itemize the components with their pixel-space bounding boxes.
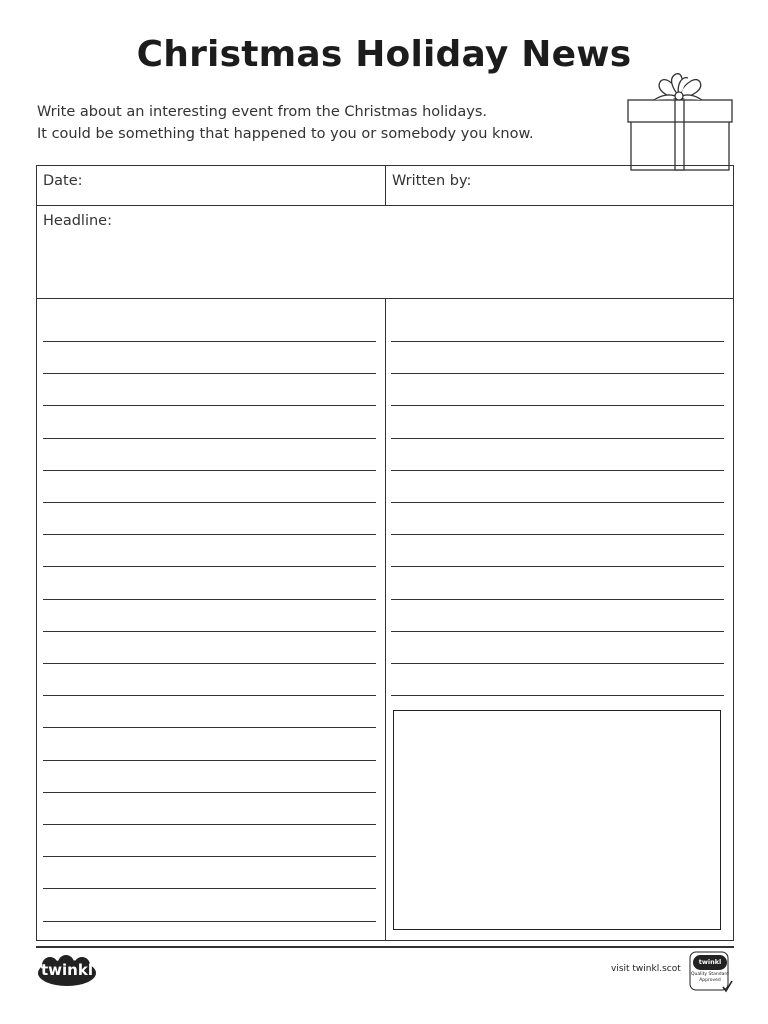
written-by-label: Written by: [392,173,472,189]
writing-line[interactable] [391,695,724,696]
date-field[interactable] [37,166,386,205]
writing-line[interactable] [391,405,724,406]
writing-line[interactable] [43,438,376,439]
footer-divider [36,946,734,948]
writing-line[interactable] [43,760,376,761]
info-row [37,166,733,206]
picture-box[interactable] [393,710,721,930]
writing-line[interactable] [391,631,724,632]
news-sheet [36,165,734,941]
badge-caption: Quality Standard Approved [691,972,729,983]
writing-line[interactable] [43,663,376,664]
writing-line[interactable] [43,341,376,342]
writing-line[interactable] [391,502,724,503]
gift-box-icon [626,70,734,172]
headline-field[interactable] [37,206,733,299]
writing-line[interactable] [43,695,376,696]
quality-badge [689,951,733,993]
written-by-field[interactable] [386,166,733,205]
instructions-line-2: It could be something that happened to you or somebody you know. [37,126,534,142]
writing-line[interactable] [43,405,376,406]
instructions [37,101,534,145]
writing-line[interactable] [43,921,376,922]
writing-line[interactable] [43,566,376,567]
writing-line[interactable] [43,534,376,535]
writing-column-left[interactable] [37,299,386,940]
page-title: Christmas Holiday News [136,34,632,75]
writing-line[interactable] [43,792,376,793]
writing-line[interactable] [43,888,376,889]
writing-line[interactable] [391,599,724,600]
writing-line[interactable] [43,373,376,374]
headline-label: Headline: [43,213,112,229]
badge-title: twinkl [693,955,727,970]
writing-line[interactable] [391,663,724,664]
writing-line[interactable] [43,856,376,857]
instructions-line-1: Write about an interesting event from the Christmas holidays. [37,104,488,120]
logo-text: twinkl [41,961,93,979]
writing-line[interactable] [43,631,376,632]
writing-line[interactable] [43,824,376,825]
writing-line[interactable] [391,566,724,567]
date-label: Date: [43,173,83,189]
writing-line[interactable] [43,599,376,600]
writing-line[interactable] [43,502,376,503]
twinkl-logo [36,955,98,989]
writing-line[interactable] [391,438,724,439]
writing-line[interactable] [43,470,376,471]
writing-line[interactable] [391,470,724,471]
writing-line[interactable] [391,373,724,374]
writing-column-right[interactable] [386,299,733,940]
writing-line[interactable] [391,341,724,342]
writing-line[interactable] [43,727,376,728]
visit-link[interactable]: visit twinkl.scot [611,964,681,974]
writing-line[interactable] [391,534,724,535]
